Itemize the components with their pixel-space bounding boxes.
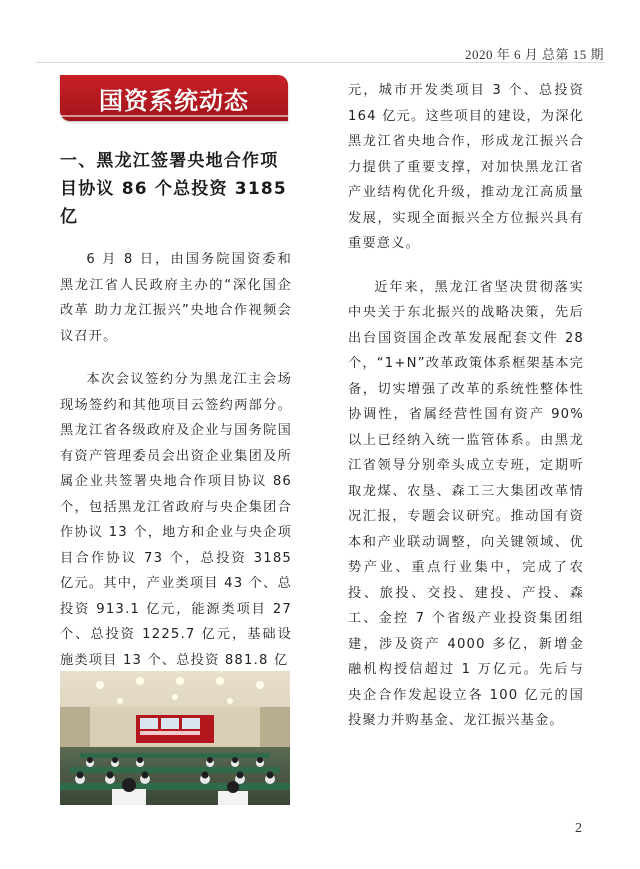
section-title: 国资系统动态 <box>99 86 249 115</box>
meeting-photo <box>60 671 290 805</box>
section-banner <box>60 75 288 121</box>
paragraph-2: 本次会议签约分为黑龙江主会场现场签约和其他项目云签约两部分。黑龙江省各级政府及企业与国务院国有资产管理委员会出资企业集团及所属企业共签署央地合作项目协议 86 个，包括黑龙江省政府与央企集团合作协议 13 个，地方和企业与央企项目合作协议 73 个，总投资 3185 亿元。其中，产业类项目 43 个、总投资 913.1 亿元，能源类项目 27 个、总投资 1225.7 亿元，基础设施类项目 13 个、总投资 881.8 亿 <box>60 372 292 668</box>
right-column <box>348 78 584 752</box>
meeting-photo-image <box>60 671 290 805</box>
paragraph-2-continued: 元，城市开发类项目 3 个、总投资 164 亿元。这些项目的建设，为深化黑龙江省央地合作，形成龙江振兴合力提供了重要支撑，对加快黑龙江省产业结构优化升级，推动龙江高质量发展，实现全面振兴全方位振兴具有重要意义。 <box>348 83 584 251</box>
article-heading: 一、黑龙江签署央地合作项目协议 86 个总投资 3185 亿 <box>60 151 287 227</box>
left-column <box>60 147 292 691</box>
issue-label: 2020 年 6 月 总第 15 期 <box>464 47 604 62</box>
paragraph-3: 近年来，黑龙江省坚决贯彻落实中央关于东北振兴的战略决策，先后出台国资国企改革发展配套文件 28 个，“1+N”改革政策体系框架基本完备，切实增强了改革的系统性整体性协调性，省属经营性国有资产 90% 以上已经纳入统一监管体系。由黑龙江省领导分别牵头成立专班，定期听取龙煤、农垦、森工三大集团改革情况汇报，专题会议研究。推动国有资本和产业联动调整，向关键领域、优势产业、重点行业集中，完成了农投、旅投、交投、建投、产投、森工、金控 7 个省级产业投资集团组建，涉及资产 4000 多亿，新增金融机构授信超过 1 万亿元。先后与央企合作发起设立各 100 亿元的国投聚力并购基金、龙江振兴基金。 <box>348 279 585 728</box>
paragraph-1: 6 月 8 日，由国务院国资委和黑龙江省人民政府主办的“深化国企改革 助力龙江振兴”央地合作视频会议召开。 <box>60 252 292 344</box>
header-divider <box>36 62 604 63</box>
page-number: 2 <box>575 821 582 836</box>
